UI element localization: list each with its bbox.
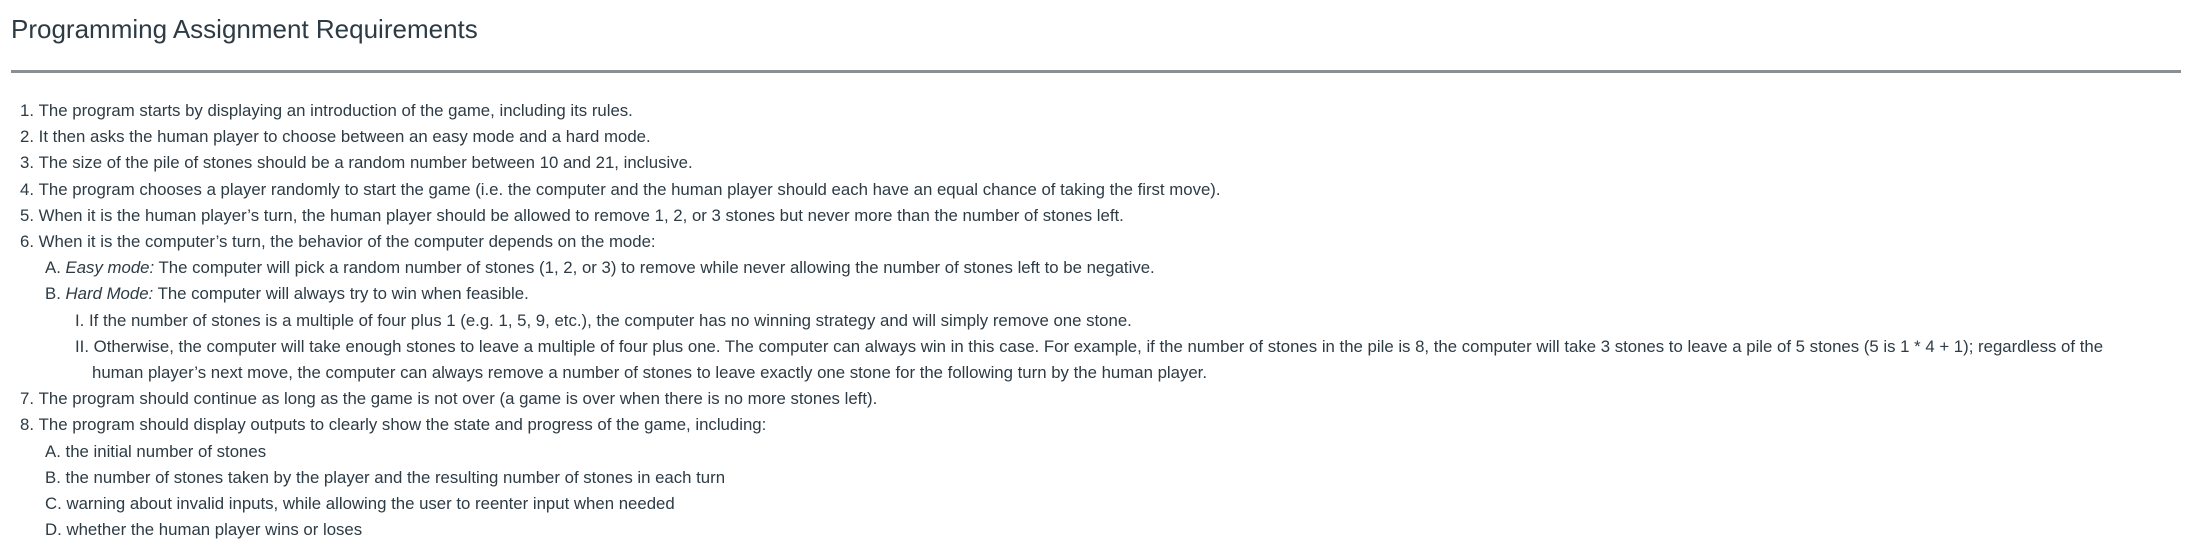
sub-list-item	[0, 517, 2185, 543]
item-text: The size of the pile of stones should be a random number between 10 and 21, inclusive.	[38, 153, 693, 173]
item-number: 6.	[20, 232, 34, 252]
list-item	[0, 98, 2185, 124]
item-letter: B.	[45, 284, 61, 304]
item-number: 2.	[20, 127, 34, 147]
item-number: 3.	[20, 153, 34, 173]
sub-list-item	[0, 439, 2185, 465]
page-title: Programming Assignment Requirements	[11, 14, 478, 44]
item-roman: II.	[75, 336, 89, 356]
item-text: the initial number of stones	[65, 441, 267, 461]
item-text: whether the human player wins or loses	[66, 520, 363, 540]
sub-list-item	[0, 281, 2185, 307]
sub-sub-list-item	[0, 334, 2185, 360]
item-text: The computer will pick a random number of stones (1, 2, or 3) to remove while never allowing the number of stones left to be negative.	[154, 258, 1155, 278]
item-text: the number of stones taken by the player and the resulting number of stones in each turn	[65, 467, 726, 487]
item-text: When it is the human player’s turn, the human player should be allowed to remove 1, 2, or 3 stones but never more than the number of stones left.	[38, 205, 1124, 225]
item-text: When it is the computer’s turn, the behavior of the computer depends on the mode:	[38, 232, 656, 252]
sub-list-item	[0, 255, 2185, 281]
item-number: 8.	[20, 415, 34, 435]
item-letter: A.	[45, 258, 61, 278]
item-text: If the number of stones is a multiple of four plus 1 (e.g. 1, 5, 9, etc.), the computer has no winning strategy and will simply remove one stone.	[89, 310, 1132, 330]
item-number: 5.	[20, 205, 34, 225]
item-label: Easy mode:	[65, 258, 155, 278]
title-divider	[11, 70, 2181, 73]
item-text: human player’s next move, the computer can always remove a number of stones to leave exactly one stone for the following turn by the human player.	[92, 363, 1208, 383]
item-number: 1.	[20, 101, 34, 120]
item-text: The program should continue as long as the game is not over (a game is over when there is no more stones left).	[38, 389, 878, 409]
item-letter: A.	[45, 441, 61, 461]
list-item	[0, 124, 2185, 150]
requirements-list	[0, 98, 2185, 543]
list-item	[0, 412, 2185, 438]
item-letter: C.	[45, 494, 62, 514]
item-text: Otherwise, the computer will take enough stones to leave a multiple of four plus one. The computer can always win in this case. For example, if the number of stones in the pile is 8, the computer will take 3 stones to leave a pile of 5 stones (5 is 1 * 4 + 1); regardless of the	[93, 336, 2104, 356]
item-letter: D.	[45, 520, 62, 540]
sub-list-item	[0, 491, 2185, 517]
item-roman: I.	[75, 310, 85, 330]
item-text: The program should display outputs to clearly show the state and progress of the game, including:	[38, 415, 767, 435]
item-text: warning about invalid inputs, while allowing the user to reenter input when needed	[66, 494, 675, 514]
list-item	[0, 150, 2185, 176]
item-letter: B.	[45, 467, 61, 487]
item-text: The program starts by displaying an introduction of the game, including its rules.	[38, 101, 633, 120]
item-text: The computer will always try to win when feasible.	[153, 284, 529, 304]
item-number: 4.	[20, 179, 34, 199]
list-item	[0, 203, 2185, 229]
item-text: It then asks the human player to choose between an easy mode and a hard mode.	[38, 127, 651, 147]
sub-list-item	[0, 465, 2185, 491]
item-label: Hard Mode:	[65, 284, 154, 304]
sub-sub-list-item	[0, 308, 2185, 334]
sub-sub-list-item-continuation	[0, 360, 2185, 386]
list-item	[0, 229, 2185, 255]
list-item	[0, 386, 2185, 412]
list-item	[0, 177, 2185, 203]
item-number: 7.	[20, 389, 34, 409]
item-text: The program chooses a player randomly to start the game (i.e. the computer and the human player should each have an equal chance of taking the first move).	[38, 179, 1221, 199]
